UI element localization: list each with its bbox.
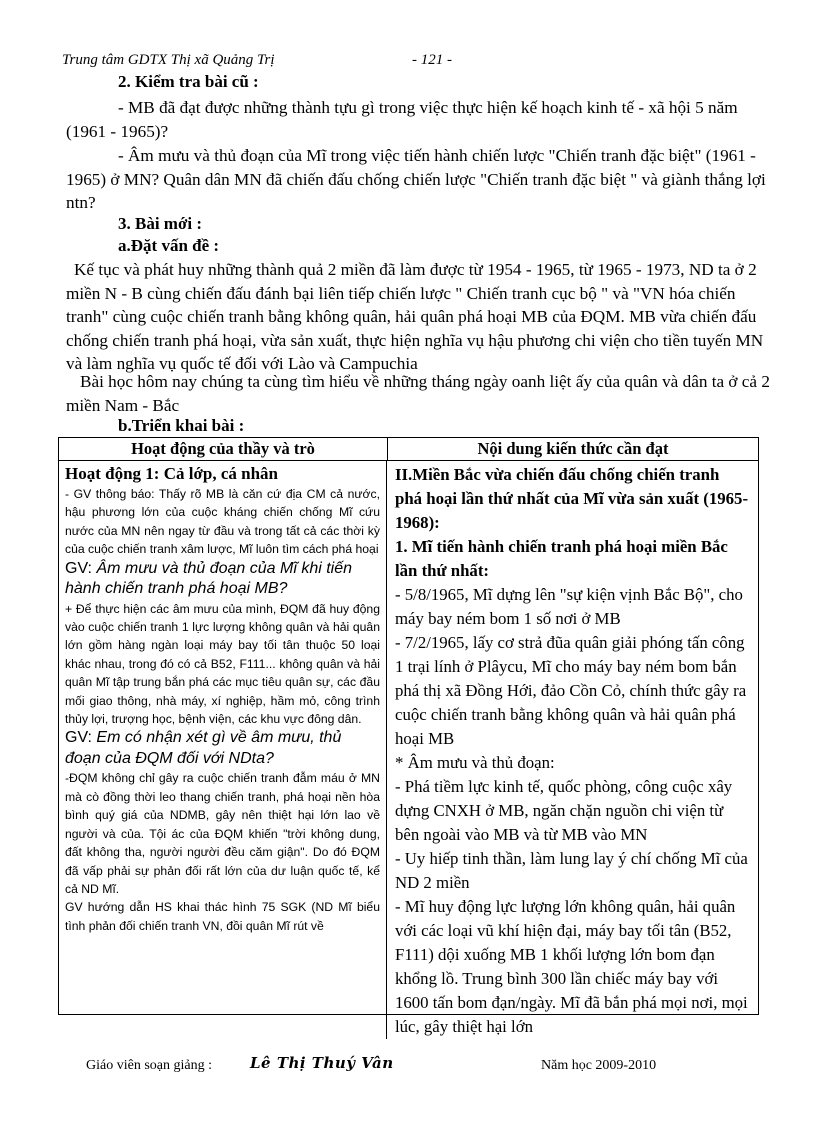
teacher-question-2-prefix: GV: [65,729,97,747]
content-item-2: - 7/2/1965, lấy cơ strả đũa quân giải phóng tấn công 1 trại lính ở Plâycu, Mĩ cho máy bay ném bom bắn phá thị xã Đồng Hới, đảo Cồn Cỏ, chính thức gây ra cuộc chiến tranh bằng không quân và hải quân phá hoại MB [395,633,747,748]
subsection-a-title: a.Đặt vấn đề : [118,236,220,255]
teacher-guidance: GV hướng dẫn HS khai thác hình 75 SGK (ND Mĩ biểu tình phản đối chiến tranh VN, đồi quân Mĩ rút về [65,900,380,933]
teacher-question-1 [65,559,380,600]
footer-school-year: Năm học 2009-2010 [541,1058,657,1073]
content-heading-2: II.Miền Bắc vừa chiến đấu chống chiến tranh phá hoại lần thứ nhất của Mĩ vừa sản xuất (1965-1968): [395,465,749,532]
table-header-row [59,438,758,461]
teacher-question-1-text: Âm mưu và thủ đoạn của Mĩ khi tiến hành chiến tranh phá hoại MB? [65,559,353,598]
intro-paragraph-1: Kế tục và phát huy những thành quả 2 miền đã làm được từ 1954 - 1965, từ 1965 - 1973, ND ta ở 2 miền N - B cùng chiến đấu đánh bại liên tiếp chiến lược " Chiến tranh cục bộ " và "VN hóa chiến tranh" cùng cuộc chiến tranh bằng không quân, hải quân phá hoại MB của ĐQM. MB vừa chiến đấu chống chiến tranh phá hoại, vừa sản xuất, thực hiện nghĩa vụ hậu phương chi viện cho tiền tuyến MN và làm nghĩa vụ quốc tế đối với Lào và Campuchia [66,260,764,374]
content-item-4: - Phá tiềm lực kinh tế, quốc phòng, công cuộc xây dựng CNXH ở MB, ngăn chặn nguồn chi viện từ bên ngoài vào MB và từ MB vào MN [395,777,733,844]
lesson-table [58,437,759,1036]
table-header-content: Nội dung kiến thức cần đạt [477,439,669,458]
teacher-student-activities-cell [59,461,387,1039]
activity-1-title: Hoạt động 1: Cả lớp, cá nhân [65,464,278,483]
table-header-activities: Hoạt động của thầy và trò [59,438,388,460]
content-item-3: * Âm mưu và thủ đoạn: [395,753,555,772]
subsection-b-title: b.Triển khai bài : [118,416,245,435]
review-question-1: - MB đã đạt được những thành tựu gì trong việc thực hiện kế hoạch kinh tế - xã hội 5 năm (1961 - 1965)? [66,98,738,141]
teacher-signature: Lê Thị Thuý Vân [250,1054,394,1072]
review-question-2: - Âm mưu và thủ đoạn của Mĩ trong việc tiến hành chiến lược "Chiến tranh đặc biệt" (1961 - 1965) ở MN? Quân dân MN đã chiến đấu chống chiến lược "Chiến tranh đặc biệt " và giành thắng lợi ntn? [66,146,766,213]
page-number: - 121 - [412,52,452,68]
footer-teacher-label: Giáo viên soạn giảng : [86,1058,212,1073]
teacher-question-2-text: Em có nhận xét gì về âm mưu, thủ đoạn của ĐQM đối với NDta? [65,729,342,767]
content-heading-2-1: 1. Mĩ tiến hành chiến tranh phá hoại miền Bắc lần thứ nhất: [395,537,728,580]
answer-2: -ĐQM không chỉ gây ra cuộc chiến tranh đẫm máu ở MN mà cò đồng thời leo thang chiến tranh, phá hoại nền hòa bình quý giá của NDMB, gây nên thiệt hại lớn lao về người và của. Tội ác của ĐQM khiến "trời không dung, đất không tha, người người đều căm giận". Do đó ĐQM đã vấp phải sự phản đối rất lớn của dư luận quốc tế, kể cả ND Mĩ. [65,771,380,896]
header-school: Trung tâm GDTX Thị xã Quảng Trị [62,52,275,68]
knowledge-content-cell [387,461,758,1039]
section-3-title: 3. Bài mới : [118,214,203,233]
content-item-1: - 5/8/1965, Mĩ dựng lên "sự kiện vịnh Bắc Bộ", cho máy bay ném bom 1 số nơi ở MB [395,585,743,628]
answer-1: + Để thực hiện các âm mưu của mình, ĐQM đã huy động vào cuộc chiến tranh 1 lực lượng không quân và hải quân lớn gồm hàng ngàn loại máy bay tối tân thuộc 50 loại khác nhau, trong đó có cả B52, F111... không quân và hải quân Mĩ tập trung bắn phá các mục tiêu quân sự, các đầu mối giao thông, nhà máy, xí nghiệp, hầm mỏ, công trình thủy lợi, trượng học, bệnh viện, các khu vực đông dân. [65,601,380,727]
teacher-announcement: - GV thông báo: Thấy rõ MB là căn cứ địa CM cả nước, hậu phương lớn của cuộc kháng chiến chống Mĩ cứu nước của MN nên ngay từ đầu và trong tất cả các thời kỳ của cuộc chiến tranh xâm lược, Mĩ luôn tìm cách phá hoại [65,487,380,557]
teacher-question-1-prefix: GV: [65,559,97,577]
content-item-6: - Mĩ huy động lực lượng lớn không quân, hải quân với các loại vũ khí hiện đại, máy bay tối tân (B52, F111) dội xuống MB 1 khối lượng lớn bom đạn khổng lồ. Trung bình 300 lần chiếc máy bay với 1600 tấn bom đạn/ngày. Mĩ đã bắn phá mọi nơi, mọi lúc, gây thiệt hại lớn [395,897,748,1036]
section-2-title: 2. Kiểm tra bài cũ : [118,72,259,91]
table-body-row [59,461,758,1039]
intro-paragraph-2: Bài học hôm nay chúng ta cùng tìm hiểu về những tháng ngày oanh liệt ấy của quân và dân ta ở cả 2 miền Nam - Bắc [66,372,770,415]
teacher-question-2 [65,728,380,769]
content-item-5: - Uy hiếp tinh thần, làm lung lay ý chí chống Mĩ của ND 2 miền [395,849,748,892]
